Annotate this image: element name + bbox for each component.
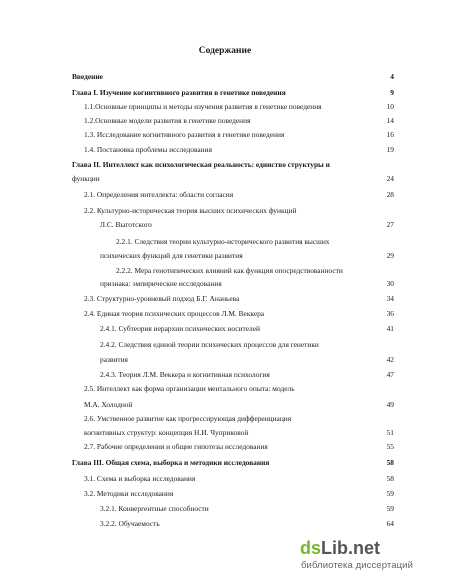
toc-entry-text: развития [100, 355, 128, 364]
toc-entry-text: 2.2.1. Следствия теории культурно-исторического развития высших [116, 237, 330, 246]
toc-entry-text: 3.2. Методики исследования [84, 489, 174, 498]
toc-page-number: 41 [386, 324, 394, 333]
toc-page-number: 27 [386, 220, 394, 229]
logo-net: .net [348, 538, 381, 558]
toc-entry-text: 2.4. Единая теория психических процессов Л.М. Веккера [84, 309, 265, 318]
toc-entry-text: Глава II. Интеллект как психологическая реальность: единство структуры и [72, 160, 330, 169]
toc-page-number: 30 [386, 279, 394, 288]
toc-page-number: 58 [386, 474, 394, 483]
toc-page-number: 24 [386, 174, 394, 183]
logo-subtitle: библиотека диссертаций [301, 560, 413, 571]
toc-entry-text: 1.2.Основные модели развития в генетике поведения [84, 116, 251, 125]
page-title: Содержание [198, 46, 252, 56]
toc-page-number: 58 [386, 458, 394, 467]
toc-entry-text: 2.3. Структурно-уровневый подход Б.Г. Ананьева [84, 294, 240, 303]
toc-page-number: 49 [386, 400, 394, 409]
toc-page-number: 34 [386, 294, 394, 303]
toc-entry-text: признака: эмпирические исследования [100, 279, 222, 288]
toc-page-number: 29 [386, 251, 394, 260]
toc-page-number: 10 [386, 102, 394, 111]
logo-wordmark [300, 538, 380, 559]
toc-entry-text: 1.4. Постановка проблемы исследования [84, 145, 212, 154]
toc-entry-text: 2.2.2. Мера генотипических влияний как функция опосредствованности [116, 266, 343, 275]
toc-entry-text: 2.6. Умственное развитие как прогрессирующая дифференциация [84, 414, 292, 423]
toc-entry-text: 2.7. Рабочие определения и общие гипотезы исследования [84, 442, 268, 451]
toc-page-number: 14 [386, 116, 394, 125]
toc-page-number: 9 [390, 88, 394, 97]
toc-entry-text: Л.С. Выготского [100, 220, 152, 229]
toc-entry-text: 3.1. Схема и выборка исследования [84, 474, 196, 483]
toc-entry-text: психических функций для генетики развития [100, 251, 243, 260]
toc-entry-text: Глава III. Общая схема, выборка и методики исследования [72, 458, 270, 467]
toc-page-number: 36 [386, 309, 394, 318]
toc-entry-text: 2.4.3. Теория Л.М. Веккера и когнитивная психология [100, 370, 270, 379]
toc-page-number: 59 [386, 489, 394, 498]
toc-entry-text: 2.4.1. Субтеория иерархии психических носителей [100, 324, 260, 333]
toc-entry-text: 2.5. Интеллект как форма организации ментального опыта: модель [84, 384, 295, 393]
logo-ds: ds [300, 538, 322, 558]
toc-entry-text: 1.1.Основные принципы и методы изучения развития в генетике поведения [84, 102, 322, 111]
toc-entry-text: М.А. Холодной [84, 400, 133, 409]
toc-entry-text: 2.1. Определения интеллекта: области согласия [84, 190, 234, 199]
toc-page-number: 16 [386, 130, 394, 139]
toc-page-number: 64 [386, 519, 394, 528]
toc-page-number: 51 [386, 428, 394, 437]
toc-page-number: 47 [386, 370, 394, 379]
dslib-logo [300, 538, 450, 582]
toc-entry-text: функции [72, 174, 100, 183]
toc-entry-text: 2.4.2. Следствия единой теории психических процессов для генетики [100, 340, 319, 349]
toc-page-number: 19 [386, 145, 394, 154]
toc-page-number: 55 [386, 442, 394, 451]
toc-page-number: 4 [390, 72, 394, 81]
toc-entry-text: когнитивных структур: концепция Н.И. Чуприковой [84, 428, 249, 437]
toc-page-number: 59 [386, 504, 394, 513]
toc-page-number: 28 [386, 190, 394, 199]
toc-page-number: 42 [386, 355, 394, 364]
toc-entry-text: 3.2.2. Обучаемость [100, 519, 160, 528]
toc-entry-text: 3.2.1. Конвергентные способности [100, 504, 209, 513]
toc-entry-text: 2.2. Культурно-историческая теория высших психических функций [84, 206, 297, 215]
toc-entry-text: Глава I. Изучение когнитивного развития в генетике поведения [72, 88, 286, 97]
toc-entry-text: Введение [72, 72, 103, 81]
toc-entry-text: 1.3. Исследование когнитивного развития в генетике поведения [84, 130, 285, 139]
logo-lib: Lib [321, 538, 349, 558]
